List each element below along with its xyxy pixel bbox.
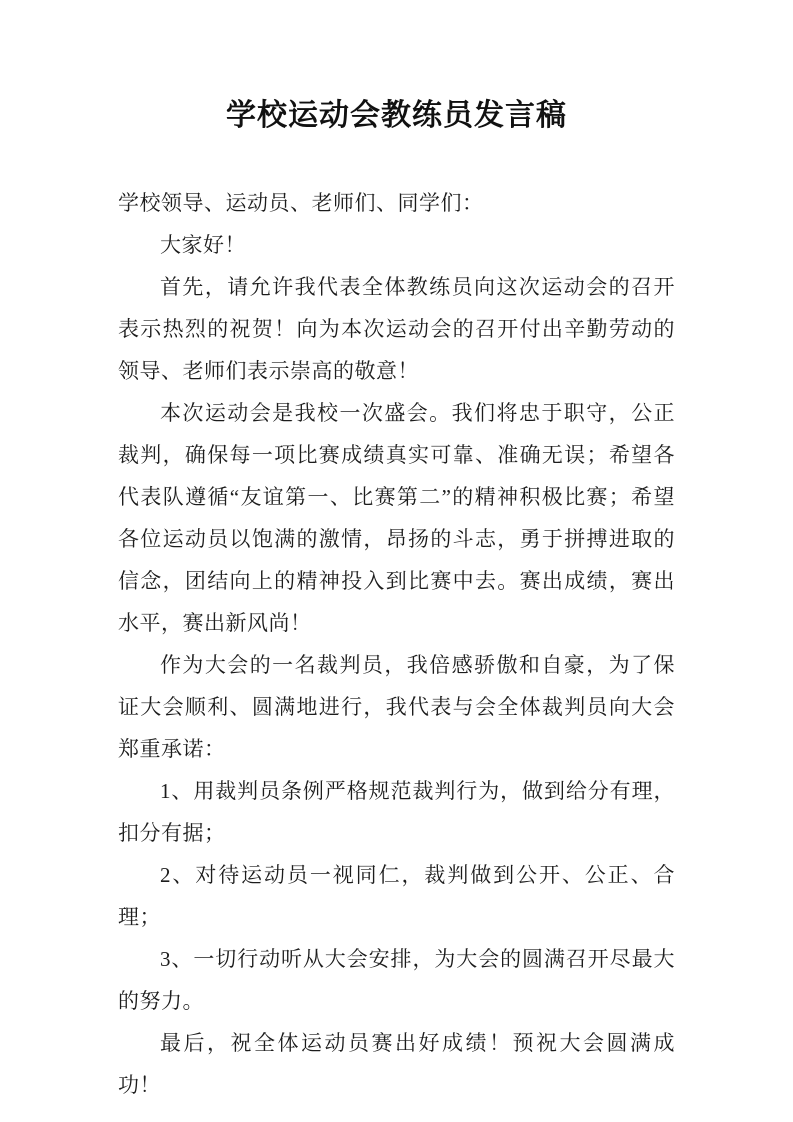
- paragraph-event-overview: 本次运动会是我校一次盛会。我们将忠于职守，公正裁判，确保每一项比赛成绩真实可靠、准确无误；希望各代表队遵循“友谊第一、比赛第二”的精神积极比赛；希望各位运动员以饱满的激情，昂扬的斗志，勇于拼搏进取的信念，团结向上的精神投入到比赛中去。赛出成绩，赛出水平，赛出新风尚！: [118, 401, 675, 635]
- document-title: 学校运动会教练员发言稿: [226, 99, 567, 132]
- paragraph-congratulations: 首先，请允许我代表全体教练员向这次运动会的召开表示热烈的祝贺！向为本次运动会的召开付出辛勤劳动的领导、老师们表示崇高的敬意！: [118, 275, 675, 383]
- document-body: [118, 182, 675, 1106]
- paragraph-promise-item-1: 1、用裁判员条例严格规范裁判行为，做到给分有理，扣分有据；: [118, 779, 675, 845]
- paragraph-salutation: 学校领导、运动员、老师们、同学们：: [118, 191, 484, 215]
- paragraph-promise-item-3: 3、一切行动听从大会安排，为大会的圆满召开尽最大的努力。: [118, 947, 675, 1013]
- paragraph-greeting: 大家好！: [160, 233, 246, 257]
- paragraph-referee-promise-intro: 作为大会的一名裁判员，我倍感骄傲和自豪，为了保证大会顺利、圆满地进行，我代表与会全体裁判员向大会郑重承诺：: [118, 653, 675, 761]
- paragraph-promise-item-2: 2、对待运动员一视同仁，裁判做到公开、公正、合理；: [118, 863, 675, 929]
- paragraph-closing-wishes: 最后，祝全体运动员赛出好成绩！预祝大会圆满成功！: [118, 1031, 675, 1097]
